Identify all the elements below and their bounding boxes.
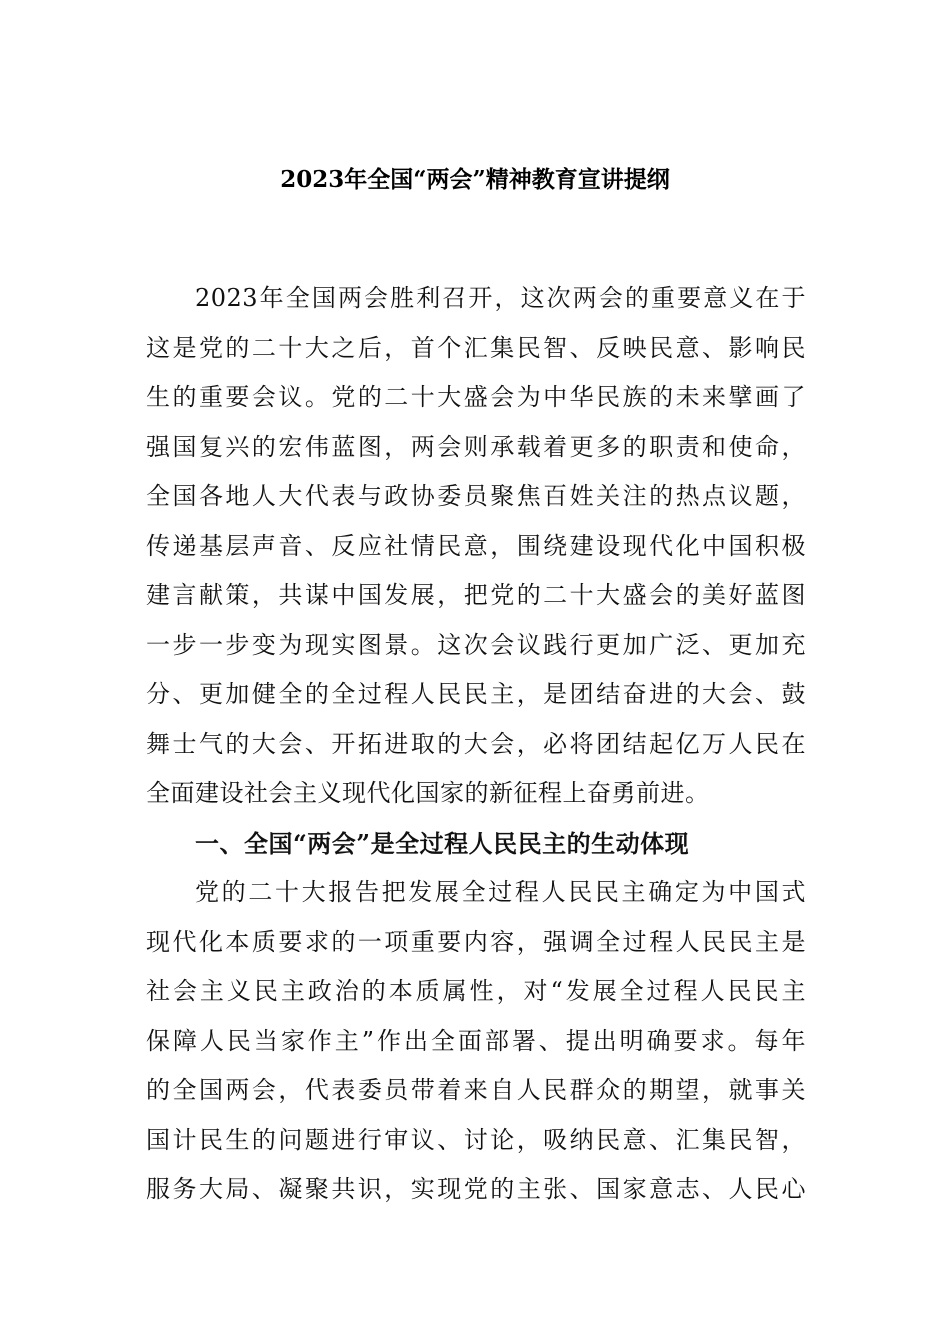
text-line: 2023年全国两会胜利召开，这次两会的重要意义在于 [195,284,806,312]
text-line: 党的二十大报告把发展全过程人民民主确定为中国式 [195,878,806,906]
document-title: 2023年全国“两会”精神教育宣讲提纲 [280,166,670,193]
document-body [146,274,806,1215]
section-heading: 一、全国“两会”是全过程人民民主的生动体现 [195,828,690,858]
text-line: 国计民生的问题进行审议、讨论，吸纳民意、汇集民智， [146,1125,806,1154]
text-line: 分、更加健全的全过程人民民主，是团结奋进的大会、鼓 [146,680,806,708]
text-line: 保障人民当家作主”作出全面部署、提出明确要求。每年 [146,1026,806,1055]
text-line: 建言献策，共谋中国发展，把党的二十大盛会的美好蓝图 [146,581,806,609]
text-line: 传递基层声音、反应社情民意，围绕建设现代化中国积极 [146,531,806,560]
paragraph-intro [146,274,806,819]
text-line: 服务大局、凝聚共识，实现党的主张、国家意志、人民心 [146,1175,806,1203]
text-line: 舞士气的大会、开拓进取的大会，必将团结起亿万人民在 [146,729,806,758]
text-line: 强国复兴的宏伟蓝图，两会则承载着更多的职责和使命， [146,432,806,461]
text-line: 的全国两会，代表委员带着来自人民群众的期望，就事关 [146,1076,806,1104]
text-line: 全国各地人大代表与政协委员聚焦百姓关注的热点议题， [146,482,806,510]
text-line: 全面建设社会主义现代化国家的新征程上奋勇前进。 [146,779,710,807]
text-line: 一步一步变为现实图景。这次会议践行更加广泛、更加充 [146,630,806,659]
paragraph-section-1 [146,868,806,1215]
text-line: 这是党的二十大之后，首个汇集民智、反映民意、影响民 [146,333,806,362]
text-line: 生的重要会议。党的二十大盛会为中华民族的未来擘画了 [146,383,806,411]
text-line: 社会主义民主政治的本质属性，对“发展全过程人民民主 [146,977,806,1005]
text-line: 现代化本质要求的一项重要内容，强调全过程人民民主是 [146,927,806,956]
